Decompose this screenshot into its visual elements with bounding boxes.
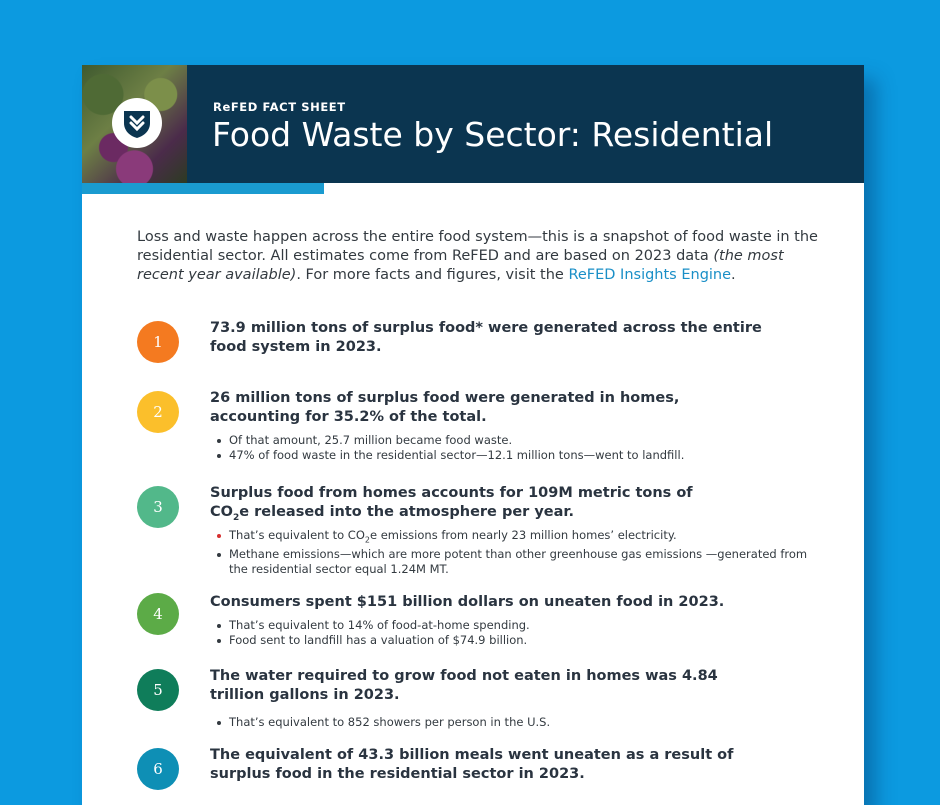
fact-sheet-kicker: ReFED FACT SHEET [213, 100, 346, 114]
fact-heading-4: Consumers spent $151 billion dollars on uneaten food in 2023. [210, 594, 725, 610]
bullet-item: 47% of food waste in the residential sector—12.1 million tons—went to landfill. [215, 448, 815, 463]
page-title: Food Waste by Sector: Residential [212, 115, 774, 154]
number-badge-5: 5 [137, 669, 179, 711]
fact-bullets-5 [215, 715, 815, 730]
insights-engine-link[interactable]: ReFED Insights Engine [568, 267, 732, 283]
number-badge-2: 2 [137, 391, 179, 433]
bullet-item: That’s equivalent to 14% of food-at-home spending. [215, 618, 815, 633]
bullet-item: Of that amount, 25.7 million became food waste. [215, 433, 815, 448]
fact-heading-2: 26 million tons of surplus food were generated in homes, accounting for 35.2% of the total. [210, 390, 680, 425]
number-badge-1: 1 [137, 321, 179, 363]
cabbage-photo [82, 65, 187, 183]
fact-heading-5: The water required to grow food not eaten in homes was 4.84 trillion gallons in 2023. [210, 668, 718, 703]
accent-bar [82, 183, 324, 194]
fact-bullets-2 [215, 433, 815, 463]
bullet-item: That’s equivalent to $CO_2e$ emissions from nearly 23 million homes’ electricity. [215, 528, 815, 547]
number-badge-3: 3 [137, 486, 179, 528]
fact-bullets-3 [215, 528, 815, 577]
number-badge-6: 6 [137, 748, 179, 790]
fact-heading-1: 73.9 million tons of surplus food* were generated across the entire food system in 2023. [210, 320, 762, 355]
refed-logo [112, 98, 162, 148]
intro-paragraph: Loss and waste happen across the entire food system—this is a snapshot of food waste in the residential sector. All estimates come from ReFED and are based on 2023 data (the most recent year available). For more facts and figures, visit the ReFED Insights Engine. [137, 229, 818, 283]
fact-sheet [82, 65, 864, 805]
number-badge-4: 4 [137, 593, 179, 635]
bullet-item: That’s equivalent to 852 showers per person in the U.S. [215, 715, 815, 730]
header-banner [82, 65, 864, 183]
bullet-item: Food sent to landfill has a valuation of $74.9 billion. [215, 633, 815, 648]
fact-heading-6: The equivalent of 43.3 billion meals went uneaten as a result of surplus food in the residential sector in 2023. [210, 747, 734, 782]
fact-heading-3: Surplus food from homes accounts for 109M metric tons of $CO_2e$ released into the atmosphere per year. [210, 485, 693, 523]
fact-bullets-4 [215, 618, 815, 648]
bullet-item: Methane emissions—which are more potent than other greenhouse gas emissions —generated from the residential sector equal 1.24M MT. [215, 547, 815, 577]
